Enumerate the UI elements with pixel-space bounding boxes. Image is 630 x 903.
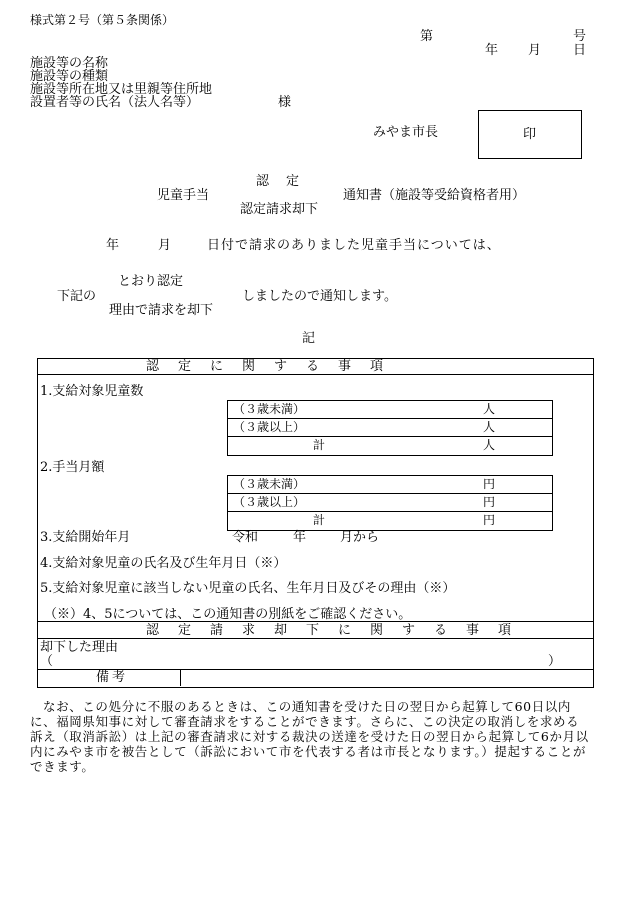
item4-label: 4.支給対象児童の氏名及び生年月日（※） bbox=[40, 556, 287, 571]
item1-label: 1.支給対象児童数 bbox=[40, 384, 144, 399]
child-count-over3-unit: 人 bbox=[483, 420, 496, 434]
monthly-amount-divider-1 bbox=[227, 493, 552, 494]
date-month: 月 bbox=[528, 43, 542, 58]
intro-year: 年 bbox=[106, 238, 120, 253]
monthly-amount-divider-2 bbox=[227, 511, 552, 512]
start-month: 月から bbox=[340, 530, 380, 545]
ki-mark: 記 bbox=[302, 331, 316, 346]
reason-paren-close: ） bbox=[548, 654, 562, 669]
title-suffix: 通知書（施設等受給資格者用） bbox=[343, 188, 526, 203]
footnote: （※）4、5については、この通知書の別紙をご確認ください。 bbox=[44, 607, 412, 622]
intro-option-reject: 理由で請求を却下 bbox=[109, 303, 214, 318]
intro-suffix: しましたので通知します。 bbox=[242, 289, 397, 304]
form-number: 様式第２号（第５条関係） bbox=[30, 13, 175, 27]
rejection-divider-top bbox=[37, 621, 593, 622]
facility-type-label: 施設等の種類 bbox=[30, 69, 109, 84]
item2-label: 2.手当月額 bbox=[40, 460, 105, 475]
child-count-divider-2 bbox=[227, 436, 552, 437]
doc-number-prefix: 第 bbox=[420, 29, 434, 44]
remarks-column-divider bbox=[180, 669, 181, 686]
child-count-total-unit: 人 bbox=[483, 438, 496, 452]
seal-box bbox=[478, 110, 582, 159]
facility-name-label: 施設等の名称 bbox=[30, 56, 109, 71]
heading-divider bbox=[37, 374, 593, 375]
approval-heading: 認 定 に 関 す る 事 項 bbox=[146, 359, 387, 374]
doc-number-suffix: 号 bbox=[573, 29, 587, 44]
facility-owner-label: 設置者等の氏名（法人名等） bbox=[30, 95, 200, 110]
seal-label: 印 bbox=[523, 127, 537, 142]
intro-prefix: 下記の bbox=[57, 289, 97, 304]
child-count-over3-label: （３歳以上） bbox=[233, 420, 306, 434]
child-count-divider-1 bbox=[227, 418, 552, 419]
date-year: 年 bbox=[485, 43, 499, 58]
rejection-heading: 認 定 請 求 却 下 に 関 す る 事 項 bbox=[146, 623, 515, 638]
start-year: 年 bbox=[293, 530, 307, 545]
child-count-under3-unit: 人 bbox=[483, 402, 496, 416]
monthly-amount-total-label: 計 bbox=[313, 513, 326, 527]
monthly-amount-under3-unit: 円 bbox=[483, 477, 496, 491]
item3-label: 3.支給開始年月 bbox=[40, 530, 131, 545]
child-count-under3-label: （３歳未満） bbox=[233, 402, 306, 416]
issuer-name: みやま市長 bbox=[373, 125, 439, 140]
facility-address-label: 施設等所在地又は里親等住所地 bbox=[30, 82, 213, 97]
start-era: 令和 bbox=[232, 530, 259, 545]
monthly-amount-over3-label: （３歳以上） bbox=[233, 495, 306, 509]
monthly-amount-total-unit: 円 bbox=[483, 513, 496, 527]
date-day: 日 bbox=[573, 43, 587, 58]
rejection-divider-heading bbox=[37, 638, 593, 639]
title-prefix: 児童手当 bbox=[157, 188, 210, 203]
appeal-notice: なお、この処分に不服のあるときは、この通知書を受けた日の翌日から起算して60日以内に、福岡県知事に対して審査請求をすることができます。さらに、この決定の取消しを求める訴え（取消訴訟）は上記の審査請求に対する裁決の送達を受けた日の翌日から起算して6か月以内にみやま市を被告として（訴訟において市を代表する者は市長となります。）提起することができます。 bbox=[30, 699, 589, 774]
intro-month: 月 bbox=[158, 238, 172, 253]
monthly-amount-under3-label: （３歳未満） bbox=[233, 477, 306, 491]
honorific: 様 bbox=[278, 95, 292, 110]
reason-label: 却下した理由 bbox=[40, 640, 119, 655]
title-option-reject: 認定請求却下 bbox=[240, 202, 319, 217]
child-count-total-label: 計 bbox=[313, 438, 326, 452]
reason-paren-open: （ bbox=[40, 654, 54, 669]
remarks-label: 備考 bbox=[96, 670, 129, 685]
item5-label: 5.支給対象児童に該当しない児童の氏名、生年月日及びその理由（※） bbox=[40, 581, 456, 596]
monthly-amount-over3-unit: 円 bbox=[483, 495, 496, 509]
intro-option-approve: とおり認定 bbox=[118, 274, 184, 289]
title-option-approve: 認 定 bbox=[256, 174, 302, 189]
intro-rest: 日付で請求のありました児童手当については、 bbox=[207, 238, 501, 253]
